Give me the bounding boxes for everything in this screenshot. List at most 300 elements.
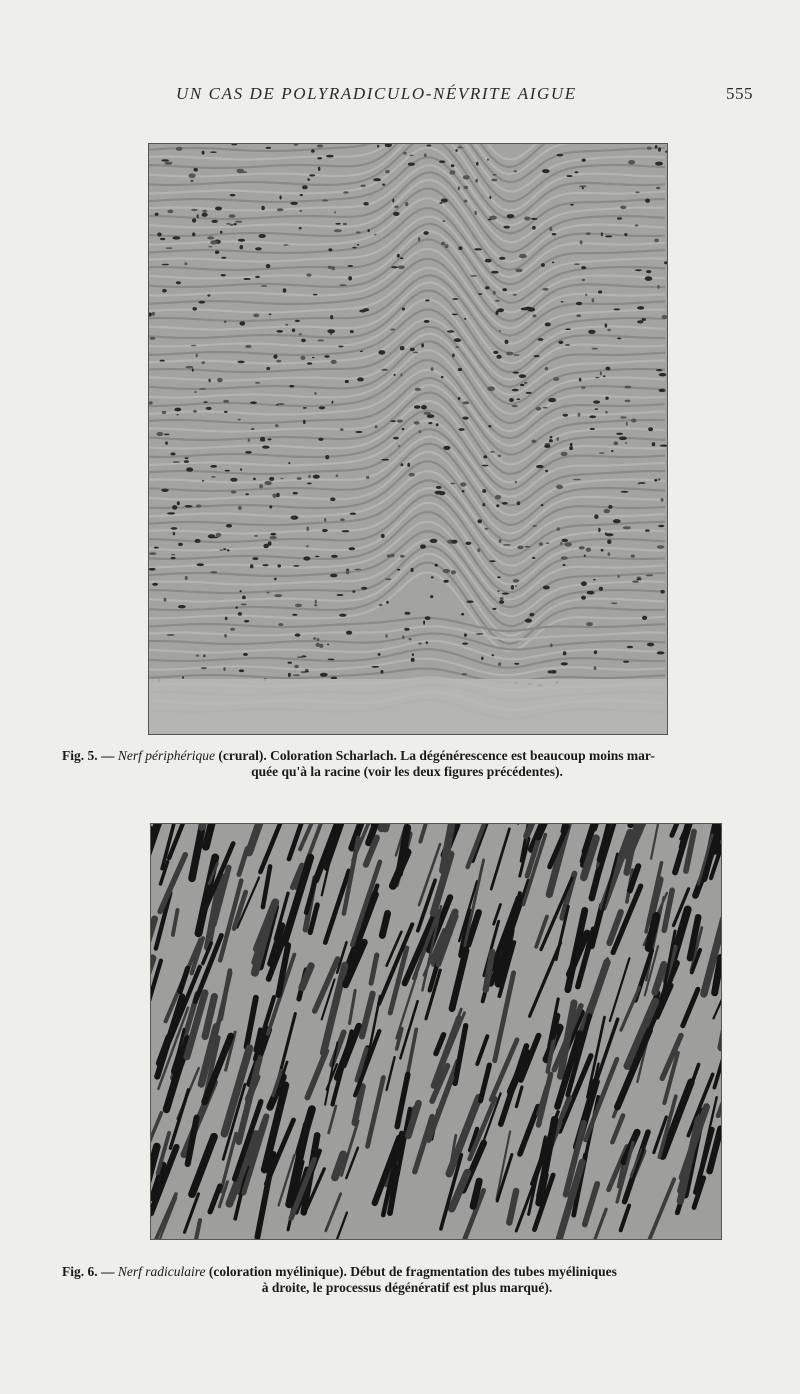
stain-granule — [198, 301, 205, 304]
stain-granule — [647, 643, 654, 647]
stain-granule — [167, 512, 175, 514]
stain-granule — [184, 262, 187, 265]
stain-granule — [274, 594, 282, 597]
stain-granule — [302, 185, 308, 189]
stain-granule — [230, 628, 235, 631]
stain-granule — [491, 271, 499, 274]
stain-granule — [315, 600, 317, 604]
stain-granule — [616, 433, 623, 435]
stain-granule — [542, 288, 548, 291]
stain-granule — [464, 318, 466, 320]
stain-granule — [152, 583, 158, 586]
stain-granule — [606, 533, 614, 536]
figure-5-subject: Nerf périphérique — [117, 748, 215, 763]
stain-granule — [626, 422, 628, 426]
stain-granule — [342, 530, 350, 532]
stain-granule — [327, 644, 329, 646]
stain-granule — [511, 585, 514, 590]
stain-granule — [600, 371, 602, 375]
stain-granule — [171, 554, 175, 556]
stain-granule — [199, 388, 206, 390]
stain-granule — [632, 580, 639, 582]
stain-granule — [375, 425, 378, 428]
stain-granule — [524, 382, 527, 385]
stain-granule — [581, 596, 586, 600]
stain-granule — [409, 473, 415, 477]
stain-granule — [452, 314, 458, 316]
stain-granule — [588, 330, 596, 334]
stain-granule — [357, 377, 364, 381]
stain-granule — [348, 276, 352, 280]
stain-granule — [196, 353, 198, 357]
stain-granule — [635, 191, 639, 193]
stain-granule — [556, 437, 559, 441]
stain-granule — [215, 207, 222, 211]
stain-granule — [308, 475, 310, 478]
stain-granule — [331, 555, 338, 558]
stain-granule — [646, 574, 654, 576]
stain-granule — [381, 534, 385, 538]
stain-granule — [328, 659, 335, 661]
stain-granule — [350, 513, 356, 515]
stain-granule — [532, 557, 535, 559]
stain-granule — [208, 534, 215, 538]
stain-granule — [230, 478, 237, 482]
stain-granule — [465, 542, 471, 545]
stain-granule — [239, 321, 245, 325]
stain-granule — [421, 405, 427, 410]
stain-granule — [514, 170, 517, 172]
stain-granule — [489, 196, 491, 199]
page-number: 555 — [726, 84, 753, 103]
stain-granule — [250, 401, 257, 404]
stain-granule — [545, 367, 549, 370]
stain-granule — [313, 475, 320, 479]
stain-granule — [502, 593, 509, 595]
stain-granule — [475, 211, 477, 215]
stain-granule — [613, 308, 620, 310]
stain-granule — [400, 346, 405, 350]
stain-granule — [605, 367, 610, 371]
stain-granule — [331, 360, 337, 364]
stain-granule — [441, 376, 444, 379]
stain-granule — [297, 477, 302, 480]
stain-granule — [431, 576, 434, 578]
stain-granule — [317, 638, 320, 641]
stain-granule — [525, 619, 532, 623]
stain-granule — [403, 152, 407, 155]
stain-granule — [312, 357, 315, 359]
stain-granule — [514, 663, 519, 665]
figure-6-caption-line1: (coloration myélinique). Début de fragmentation des tubes myéliniques — [205, 1264, 617, 1279]
stain-granule — [194, 168, 198, 172]
stain-granule — [283, 244, 289, 246]
stain-granule — [238, 612, 242, 616]
stain-granule — [496, 355, 501, 359]
myelin-streak — [553, 1016, 558, 1037]
stain-granule — [328, 266, 332, 269]
stain-granule — [295, 604, 302, 608]
stain-granule — [509, 398, 514, 402]
stain-granule — [209, 246, 213, 248]
stain-granule — [470, 275, 477, 277]
stain-granule — [562, 564, 565, 566]
stain-granule — [163, 598, 166, 602]
stain-granule — [255, 276, 260, 278]
stain-granule — [357, 244, 360, 246]
stain-granule — [176, 147, 183, 151]
stain-granule — [340, 518, 345, 521]
stain-granule — [393, 212, 400, 216]
stain-granule — [451, 540, 457, 544]
stain-granule — [499, 600, 504, 604]
stain-granule — [398, 445, 401, 447]
stain-granule — [360, 185, 366, 188]
stain-granule — [238, 361, 245, 364]
stain-granule — [165, 441, 168, 444]
stain-granule — [580, 240, 583, 244]
stain-granule — [331, 677, 338, 680]
figure-6-micrograph — [150, 823, 722, 1240]
stain-granule — [170, 452, 175, 455]
stain-granule — [322, 529, 328, 532]
stain-granule — [349, 547, 356, 550]
stain-granule — [306, 527, 309, 532]
stain-granule — [154, 547, 159, 549]
stain-granule — [227, 549, 230, 551]
stain-granule — [220, 231, 223, 234]
stain-granule — [398, 265, 405, 269]
stain-granule — [603, 375, 605, 377]
stain-granule — [235, 221, 242, 223]
stain-granule — [318, 167, 320, 171]
stain-granule — [645, 199, 650, 203]
stain-granule — [299, 210, 302, 212]
stain-granule — [625, 442, 628, 444]
stain-granule — [295, 320, 300, 322]
stain-granule — [270, 533, 276, 536]
stain-granule — [627, 646, 633, 649]
stain-granule — [605, 397, 608, 400]
stain-granule — [415, 388, 421, 391]
stain-granule — [495, 300, 500, 302]
stain-granule — [273, 354, 277, 358]
stain-granule — [589, 415, 596, 418]
stain-granule — [628, 160, 635, 165]
stain-granule — [545, 470, 548, 472]
stain-granule — [593, 400, 600, 403]
stain-granule — [408, 163, 415, 166]
stain-granule — [462, 643, 468, 645]
stain-granule — [608, 552, 611, 556]
stain-granule — [637, 320, 643, 323]
stain-granule — [623, 526, 631, 529]
stain-granule — [410, 155, 414, 157]
stain-granule — [152, 312, 155, 316]
stain-granule — [424, 320, 430, 323]
stain-granule — [173, 461, 180, 463]
stain-granule — [355, 569, 362, 571]
stain-granule — [293, 674, 301, 676]
stain-granule — [251, 428, 255, 430]
stain-granule — [598, 290, 602, 293]
stain-granule — [542, 169, 550, 173]
stain-granule — [519, 374, 526, 378]
stain-granule — [305, 669, 309, 671]
stain-granule — [575, 171, 579, 173]
stain-granule — [492, 174, 496, 176]
stain-granule — [317, 157, 322, 159]
figure-6-subject: Nerf radiculaire — [117, 1264, 206, 1279]
stain-granule — [161, 489, 168, 492]
stain-granule — [550, 436, 553, 438]
stain-granule — [443, 569, 451, 573]
stain-granule — [660, 590, 664, 594]
stain-granule — [498, 662, 501, 666]
stain-granule — [544, 444, 550, 448]
stain-granule — [430, 539, 438, 543]
stain-granule — [253, 478, 256, 481]
stain-granule — [192, 368, 194, 371]
stain-granule — [658, 478, 661, 480]
stain-granule — [462, 417, 468, 420]
stain-granule — [538, 338, 544, 341]
stain-granule — [654, 479, 657, 481]
stain-granule — [202, 480, 204, 482]
stain-granule — [458, 246, 462, 250]
stain-granule — [215, 251, 219, 254]
stain-granule — [225, 470, 231, 472]
stain-granule — [210, 151, 217, 153]
stain-granule — [314, 604, 318, 606]
stain-granule — [570, 443, 573, 446]
stain-granule — [436, 423, 439, 426]
stain-granule — [267, 592, 270, 594]
stain-granule — [316, 643, 321, 647]
stain-granule — [493, 351, 498, 354]
stain-granule — [317, 144, 323, 147]
stain-granule — [497, 308, 504, 312]
stain-granule — [259, 234, 266, 238]
stain-granule — [557, 154, 564, 157]
stain-granule — [255, 382, 260, 384]
stain-granule — [414, 405, 421, 409]
stain-granule — [402, 428, 405, 430]
figure-5-label: Fig. 5. — — [62, 748, 115, 763]
stain-granule — [202, 361, 205, 364]
stain-granule — [390, 554, 394, 558]
stain-granule — [646, 270, 651, 273]
stain-granule — [192, 232, 195, 236]
stain-granule — [581, 581, 587, 586]
stain-granule — [620, 206, 626, 210]
stain-granule — [569, 446, 573, 450]
stain-granule — [378, 653, 381, 656]
stain-granule — [219, 549, 223, 551]
stain-granule — [428, 422, 432, 424]
stain-granule — [586, 548, 591, 552]
stain-granule — [513, 579, 519, 583]
stain-granule — [394, 205, 398, 208]
stain-granule — [379, 604, 383, 606]
stain-granule — [647, 147, 652, 150]
stain-granule — [392, 199, 394, 203]
stain-granule — [346, 631, 352, 635]
stain-granule — [531, 440, 536, 443]
stain-granule — [368, 229, 370, 232]
stain-granule — [565, 328, 570, 330]
stain-granule — [385, 578, 392, 580]
stain-granule — [394, 374, 396, 376]
stain-granule — [576, 302, 582, 306]
stain-granule — [210, 465, 217, 468]
stain-granule — [402, 635, 404, 639]
stain-granule — [281, 478, 284, 480]
stain-granule — [532, 226, 536, 230]
stain-granule — [623, 661, 629, 663]
stain-granule — [482, 465, 489, 467]
stain-granule — [259, 484, 263, 488]
stain-granule — [400, 555, 405, 558]
stain-granule — [591, 348, 598, 350]
stain-granule — [262, 564, 268, 566]
stain-granule — [289, 385, 294, 388]
stain-granule — [482, 489, 486, 493]
stain-granule — [206, 407, 212, 410]
stain-granule — [352, 247, 356, 249]
stain-granule — [288, 673, 291, 677]
stain-granule — [529, 613, 534, 617]
stain-granule — [543, 407, 548, 409]
stain-granule — [585, 294, 587, 297]
stain-granule — [459, 428, 465, 431]
stain-granule — [452, 353, 455, 357]
stain-granule — [397, 569, 400, 571]
stain-granule — [292, 328, 295, 332]
stain-granule — [293, 492, 298, 495]
stain-granule — [285, 324, 288, 326]
stain-granule — [241, 603, 247, 605]
running-title: UN CAS DE POLYRADICULO-NÉVRITE AIGUE — [176, 84, 577, 103]
stain-granule — [573, 479, 581, 481]
stain-granule — [546, 542, 550, 544]
stain-granule — [601, 232, 603, 236]
stain-granule — [427, 414, 435, 418]
stain-granule — [452, 298, 458, 300]
stain-granule — [360, 351, 363, 353]
stain-granule — [487, 386, 495, 391]
stain-granule — [343, 223, 347, 225]
stain-granule — [230, 194, 236, 197]
stain-granule — [355, 431, 362, 433]
stain-granule — [655, 162, 663, 166]
figure-5-caption — [62, 748, 752, 780]
stain-granule — [552, 262, 554, 264]
stain-granule — [386, 601, 389, 604]
stain-granule — [339, 614, 346, 617]
stain-granule — [463, 401, 470, 404]
stain-granule — [657, 545, 664, 549]
stain-granule — [309, 174, 315, 176]
stain-granule — [404, 612, 410, 615]
stain-granule — [656, 187, 660, 190]
stain-granule — [611, 450, 614, 452]
stain-granule — [238, 419, 241, 421]
stain-granule — [381, 670, 384, 674]
stain-granule — [254, 535, 258, 537]
stain-granule — [276, 493, 279, 498]
stain-granule — [223, 548, 226, 550]
stain-granule — [659, 389, 666, 392]
stain-granule — [421, 343, 424, 347]
stain-granule — [658, 525, 664, 528]
stain-granule — [266, 147, 272, 149]
stain-granule — [476, 162, 479, 166]
stain-granule — [301, 339, 306, 343]
stain-granule — [191, 345, 196, 347]
stain-granule — [306, 273, 311, 276]
stain-granule — [374, 234, 377, 236]
stain-granule — [238, 239, 245, 242]
stain-granule — [217, 378, 223, 383]
stain-granule — [599, 587, 603, 591]
stain-granule — [533, 525, 537, 527]
stain-granule — [250, 564, 253, 568]
stain-granule — [607, 540, 611, 545]
stain-granule — [318, 438, 323, 441]
stain-granule — [534, 355, 540, 357]
stain-granule — [221, 257, 226, 259]
stain-granule — [441, 198, 448, 202]
stain-granule — [261, 285, 267, 287]
stain-granule — [150, 337, 156, 340]
stain-granule — [595, 408, 598, 410]
stain-granule — [192, 218, 196, 222]
stain-granule — [579, 378, 582, 382]
stain-granule — [186, 467, 193, 471]
stain-granule — [290, 202, 298, 205]
stain-granule — [548, 398, 556, 402]
stain-granule — [418, 237, 421, 241]
stain-granule — [221, 274, 226, 276]
stain-granule — [245, 451, 252, 454]
stain-granule — [563, 414, 568, 417]
stain-granule — [498, 455, 501, 457]
stain-granule — [245, 345, 251, 348]
stain-granule — [617, 575, 619, 578]
stain-granule — [156, 432, 163, 436]
stain-granule — [594, 666, 597, 670]
stain-granule — [527, 307, 535, 311]
stain-granule — [346, 570, 350, 574]
stain-granule — [337, 594, 344, 596]
stain-granule — [276, 360, 281, 363]
stain-granule — [270, 536, 277, 539]
stain-granule — [541, 504, 544, 506]
stain-granule — [326, 155, 334, 158]
stain-granule — [491, 179, 497, 182]
stain-granule — [203, 401, 207, 403]
stain-granule — [659, 373, 667, 376]
stain-granule — [385, 170, 389, 173]
stain-granule — [443, 580, 448, 583]
stain-granule — [445, 244, 449, 248]
stain-granule — [595, 377, 599, 379]
stain-granule — [402, 308, 405, 311]
stain-granule — [223, 400, 229, 403]
stain-granule — [182, 676, 184, 678]
stain-granule — [590, 428, 595, 430]
